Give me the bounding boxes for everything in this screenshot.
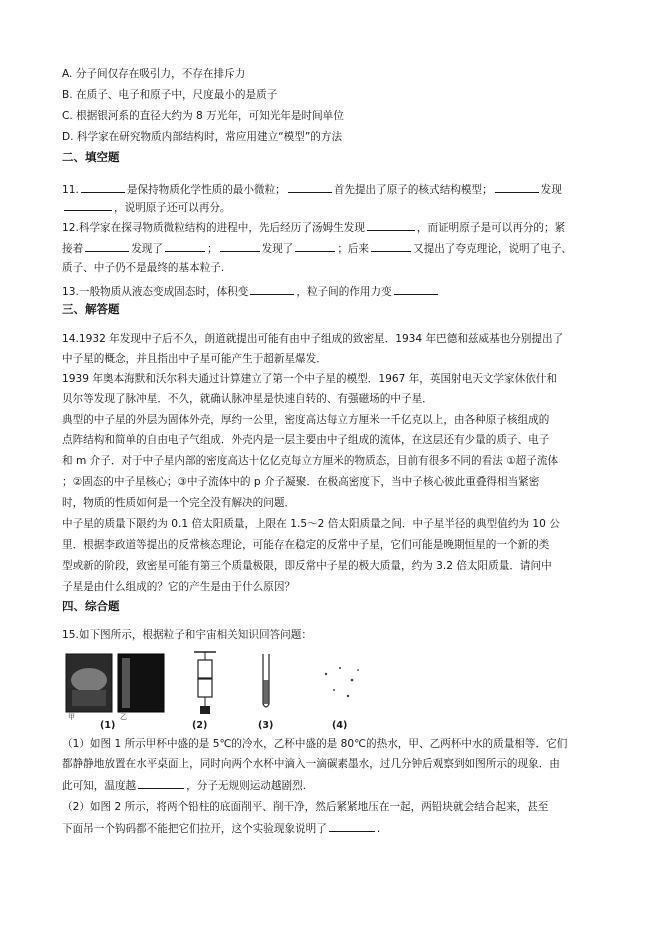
q14-line: 里．根据李政道等提出的反常核态理论，可能存在稳定的反常中子星，它们可能是晚期恒星的一个新的类 bbox=[62, 539, 550, 551]
test-tube-figure bbox=[258, 650, 274, 722]
q11-blank-3[interactable] bbox=[495, 181, 539, 193]
choice-c: C. 根据银河系的直径大约为 8 万光年，可知光年是时间单位 bbox=[62, 110, 344, 122]
q15-part1-last bbox=[62, 777, 622, 793]
section-2-title: 二、填空题 bbox=[62, 150, 120, 164]
q15-blank-1[interactable] bbox=[138, 777, 184, 789]
q14-line: 典型的中子星的外层为固体外壳，厚约一公里，密度高达每立方厘米一千亿克以上，由各种原子核组成的 bbox=[62, 414, 550, 426]
question-13 bbox=[62, 283, 622, 299]
q12-text-8: 又提出了夸克理论，说明了电子、 bbox=[413, 243, 573, 255]
q11-text-2: 首先提出了原子的核式结构模型； bbox=[333, 184, 493, 196]
q11-blank-1[interactable] bbox=[81, 181, 125, 193]
q12-blank-6[interactable] bbox=[371, 240, 411, 252]
q14-line: ；②固态的中子星核心；③中子流体中的 p 介子凝聚．在极高密度下，当中子核心彼此重叠得相当紧密 bbox=[62, 476, 540, 488]
q15-intro: 15.如下图所示，根据粒子和宇宙相关知识回答问题： bbox=[62, 629, 312, 641]
q12-blank-3[interactable] bbox=[165, 240, 205, 252]
q13-blank-2[interactable] bbox=[394, 283, 438, 295]
q14-line: 子星是由什么组成的？它的产生是由于什么原因？ bbox=[62, 581, 296, 593]
q13-text-2: ，粒子间的作用力变 bbox=[296, 286, 392, 298]
q15-part1-line: （1）如图 1 所示甲杯中盛的是 5℃的冷水，乙杯中盛的是 80℃的热水，甲、乙两杯中水的质量相等．它们 bbox=[62, 738, 568, 750]
q12-blank-1[interactable] bbox=[367, 219, 415, 231]
section-4-title: 四、综合题 bbox=[62, 599, 120, 613]
fig-label-1: (1) bbox=[100, 720, 116, 731]
q14-line: 贝尔等发现了脉冲星．不久，就确认脉冲星是快速自转的、有强磁场的中子星． bbox=[62, 393, 433, 405]
q12-blank-5[interactable] bbox=[295, 240, 335, 252]
q15-part1-line: 都静静地放置在水平桌面上，同时向两个水杯中滴入一滴碳素墨水，过几分钟后观察到如图所示的现象．由 bbox=[62, 758, 560, 770]
cup-label-yi: 乙 bbox=[120, 713, 127, 721]
fig-label-2: (2) bbox=[192, 720, 208, 731]
question-11-line-1 bbox=[62, 181, 622, 197]
q12-text-3: 接着 bbox=[62, 243, 84, 255]
section-3-title: 三、解答题 bbox=[62, 302, 120, 316]
q12-text-7: ；后来 bbox=[337, 243, 370, 255]
q12-blank-2[interactable] bbox=[85, 240, 129, 252]
q14-line: 14.1932 年发现中子后不久，朗道就提出可能有由中子组成的致密星．1934 年巴德和兹威基也分别提出了 bbox=[62, 333, 564, 345]
q12-text-4: 发现了 bbox=[131, 243, 163, 255]
q13-blank-1[interactable] bbox=[250, 283, 294, 295]
beakers-figure bbox=[62, 650, 172, 720]
q15-p1-text-1: 此可知，温度越 bbox=[62, 780, 137, 792]
q15-p2-text-1: 下面吊一个钩码都不能把它们拉开，这个实验现象说明了 bbox=[62, 823, 327, 835]
q15-p2-text-2: . bbox=[376, 823, 381, 835]
fig-label-3: (3) bbox=[258, 720, 274, 731]
q15-blank-2[interactable] bbox=[329, 820, 375, 832]
q12-text-2: ，而证明原子是可以再分的；紧 bbox=[416, 222, 566, 234]
q13-text-1: 13.一般物质从液态变成固态时，体积变 bbox=[62, 286, 249, 298]
q15-part2-last bbox=[62, 820, 622, 836]
lead-cylinders-figure bbox=[190, 650, 220, 722]
q12-blank-4[interactable] bbox=[220, 240, 260, 252]
question-11-line-2 bbox=[62, 199, 622, 215]
choice-a: A. 分子间仅存在吸引力，不存在排斥力 bbox=[62, 68, 246, 80]
fig-label-4: (4) bbox=[332, 720, 348, 731]
q14-line: 时，物质的性质如何是一个完全没有解决的问题． bbox=[62, 497, 296, 509]
q11-text-3: 发现 bbox=[540, 184, 562, 196]
choice-b: B. 在质子、电子和原子中，尺度最小的是质子 bbox=[62, 89, 278, 101]
question-12-line-1 bbox=[62, 219, 622, 235]
q14-line: 中子星的概念，并且指出中子星可能产生于超新星爆发． bbox=[62, 353, 327, 365]
q12-text-5: ； bbox=[206, 243, 218, 255]
q11-blank-4[interactable] bbox=[64, 199, 112, 211]
q14-line: 中子星的质量下限约为 0.1 倍太阳质量，上限在 1.5～2 倍太阳质量之间．中子星半径的典型值约为 10 公 bbox=[62, 518, 560, 530]
q12-text-6: 发现了 bbox=[261, 243, 294, 255]
q15-part2-line: （2）如图 2 所示，将两个铅柱的底面削平、削干净，然后紧紧地压在一起，两铅块就会结合起来，甚至 bbox=[62, 801, 549, 813]
q11-number: 11. bbox=[62, 184, 79, 196]
q11-text-1: 是保持物质化学性质的最小微粒； bbox=[126, 184, 286, 196]
q15-p1-text-2: ，分子无规则运动越剧烈. bbox=[186, 780, 307, 792]
q14-line: 和 m 介子．对于中子星内部的密度高达十亿亿克每立方厘米的物质态，目前有很多不同的看法 ①超子流体 bbox=[62, 455, 559, 467]
q14-line: 型或新的阶段，致密星可能有第三个质量极限，即反常中子星的极大质量，约为 3.2 倍太阳质量．请问中 bbox=[62, 560, 552, 572]
q11-text-4: ，说明原子还可以再分。 bbox=[114, 202, 231, 214]
question-12-line-3: 质子、中子仍不是最终的基本粒子. bbox=[62, 262, 225, 274]
cup-label-jia: 甲 bbox=[68, 713, 75, 721]
q14-line: 1939 年奥本海默和沃尔科夫通过计算建立了第一个中子星的模型．1967 年，英国射电天文学家休依什和 bbox=[62, 373, 557, 385]
q14-line: 点阵结构和简单的自由电子气组成．外壳内是一层主要由中子组成的流体，在这层还有少量的质子、电子 bbox=[62, 434, 550, 446]
q15-figures bbox=[62, 650, 382, 732]
particles-figure bbox=[318, 660, 368, 710]
choice-d: D. 科学家在研究物质内部结构时，常应用建立“模型”的方法 bbox=[62, 131, 343, 143]
q12-text-1: 12.科学家在探寻物质微粒结构的进程中，先后经历了汤姆生发现 bbox=[62, 222, 365, 234]
q11-blank-2[interactable] bbox=[288, 181, 332, 193]
question-12-line-2 bbox=[62, 240, 622, 256]
